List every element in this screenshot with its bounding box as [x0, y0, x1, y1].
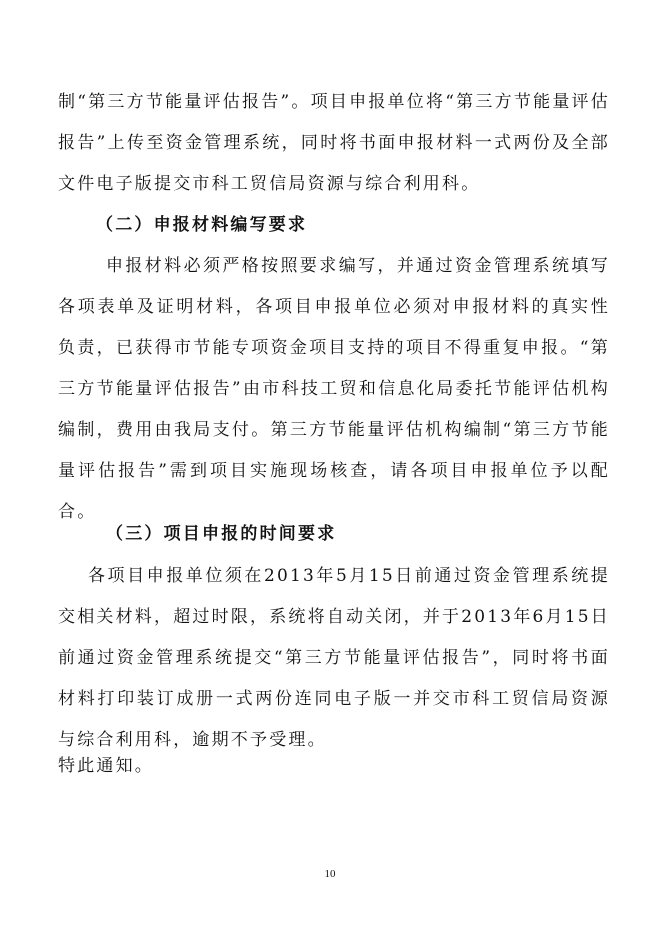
paragraph-report-submission: 制“第三方节能量评估报告”。项目申报单位将“第三方节能量评估报告”上传至资金管理系统，同时将书面申报材料一式两份及全部文件电子版提交市科工贸信局资源与综合利用科。: [58, 92, 610, 194]
section-heading-materials-requirements: （二）申报材料编写要求: [96, 215, 308, 235]
section-heading-time-requirements: （三）项目申报的时间要求: [106, 524, 337, 544]
page-number: 10: [324, 868, 336, 880]
paragraph-time-requirements: 各项目申报单位须在2013年5月15日前通过资金管理系统提交相关材料，超过时限，系统将自动关闭，并于2013年6月15日前通过资金管理系统提交“第三方节能量评估报告”，同时将书面材料打印装订成册一式两份连同电子版一并交市科工贸信局资源与综合利用科，逾期不予受理。: [58, 566, 610, 750]
closing-remark: 特此通知。: [58, 756, 154, 776]
paragraph-materials-requirements: 申报材料必须严格按照要求编写，并通过资金管理系统填写各项表单及证明材料，各项目申报单位必须对申报材料的真实性负责，已获得市节能专项资金项目支持的项目不得重复申报。“第三方节能量评估报告”由市科技工贸和信息化局委托节能评估机构编制，费用由我局支付。第三方节能量评估机构编制“第三方节能量评估报告”需到项目实施现场核查，请各项目申报单位予以配合。: [58, 256, 610, 522]
